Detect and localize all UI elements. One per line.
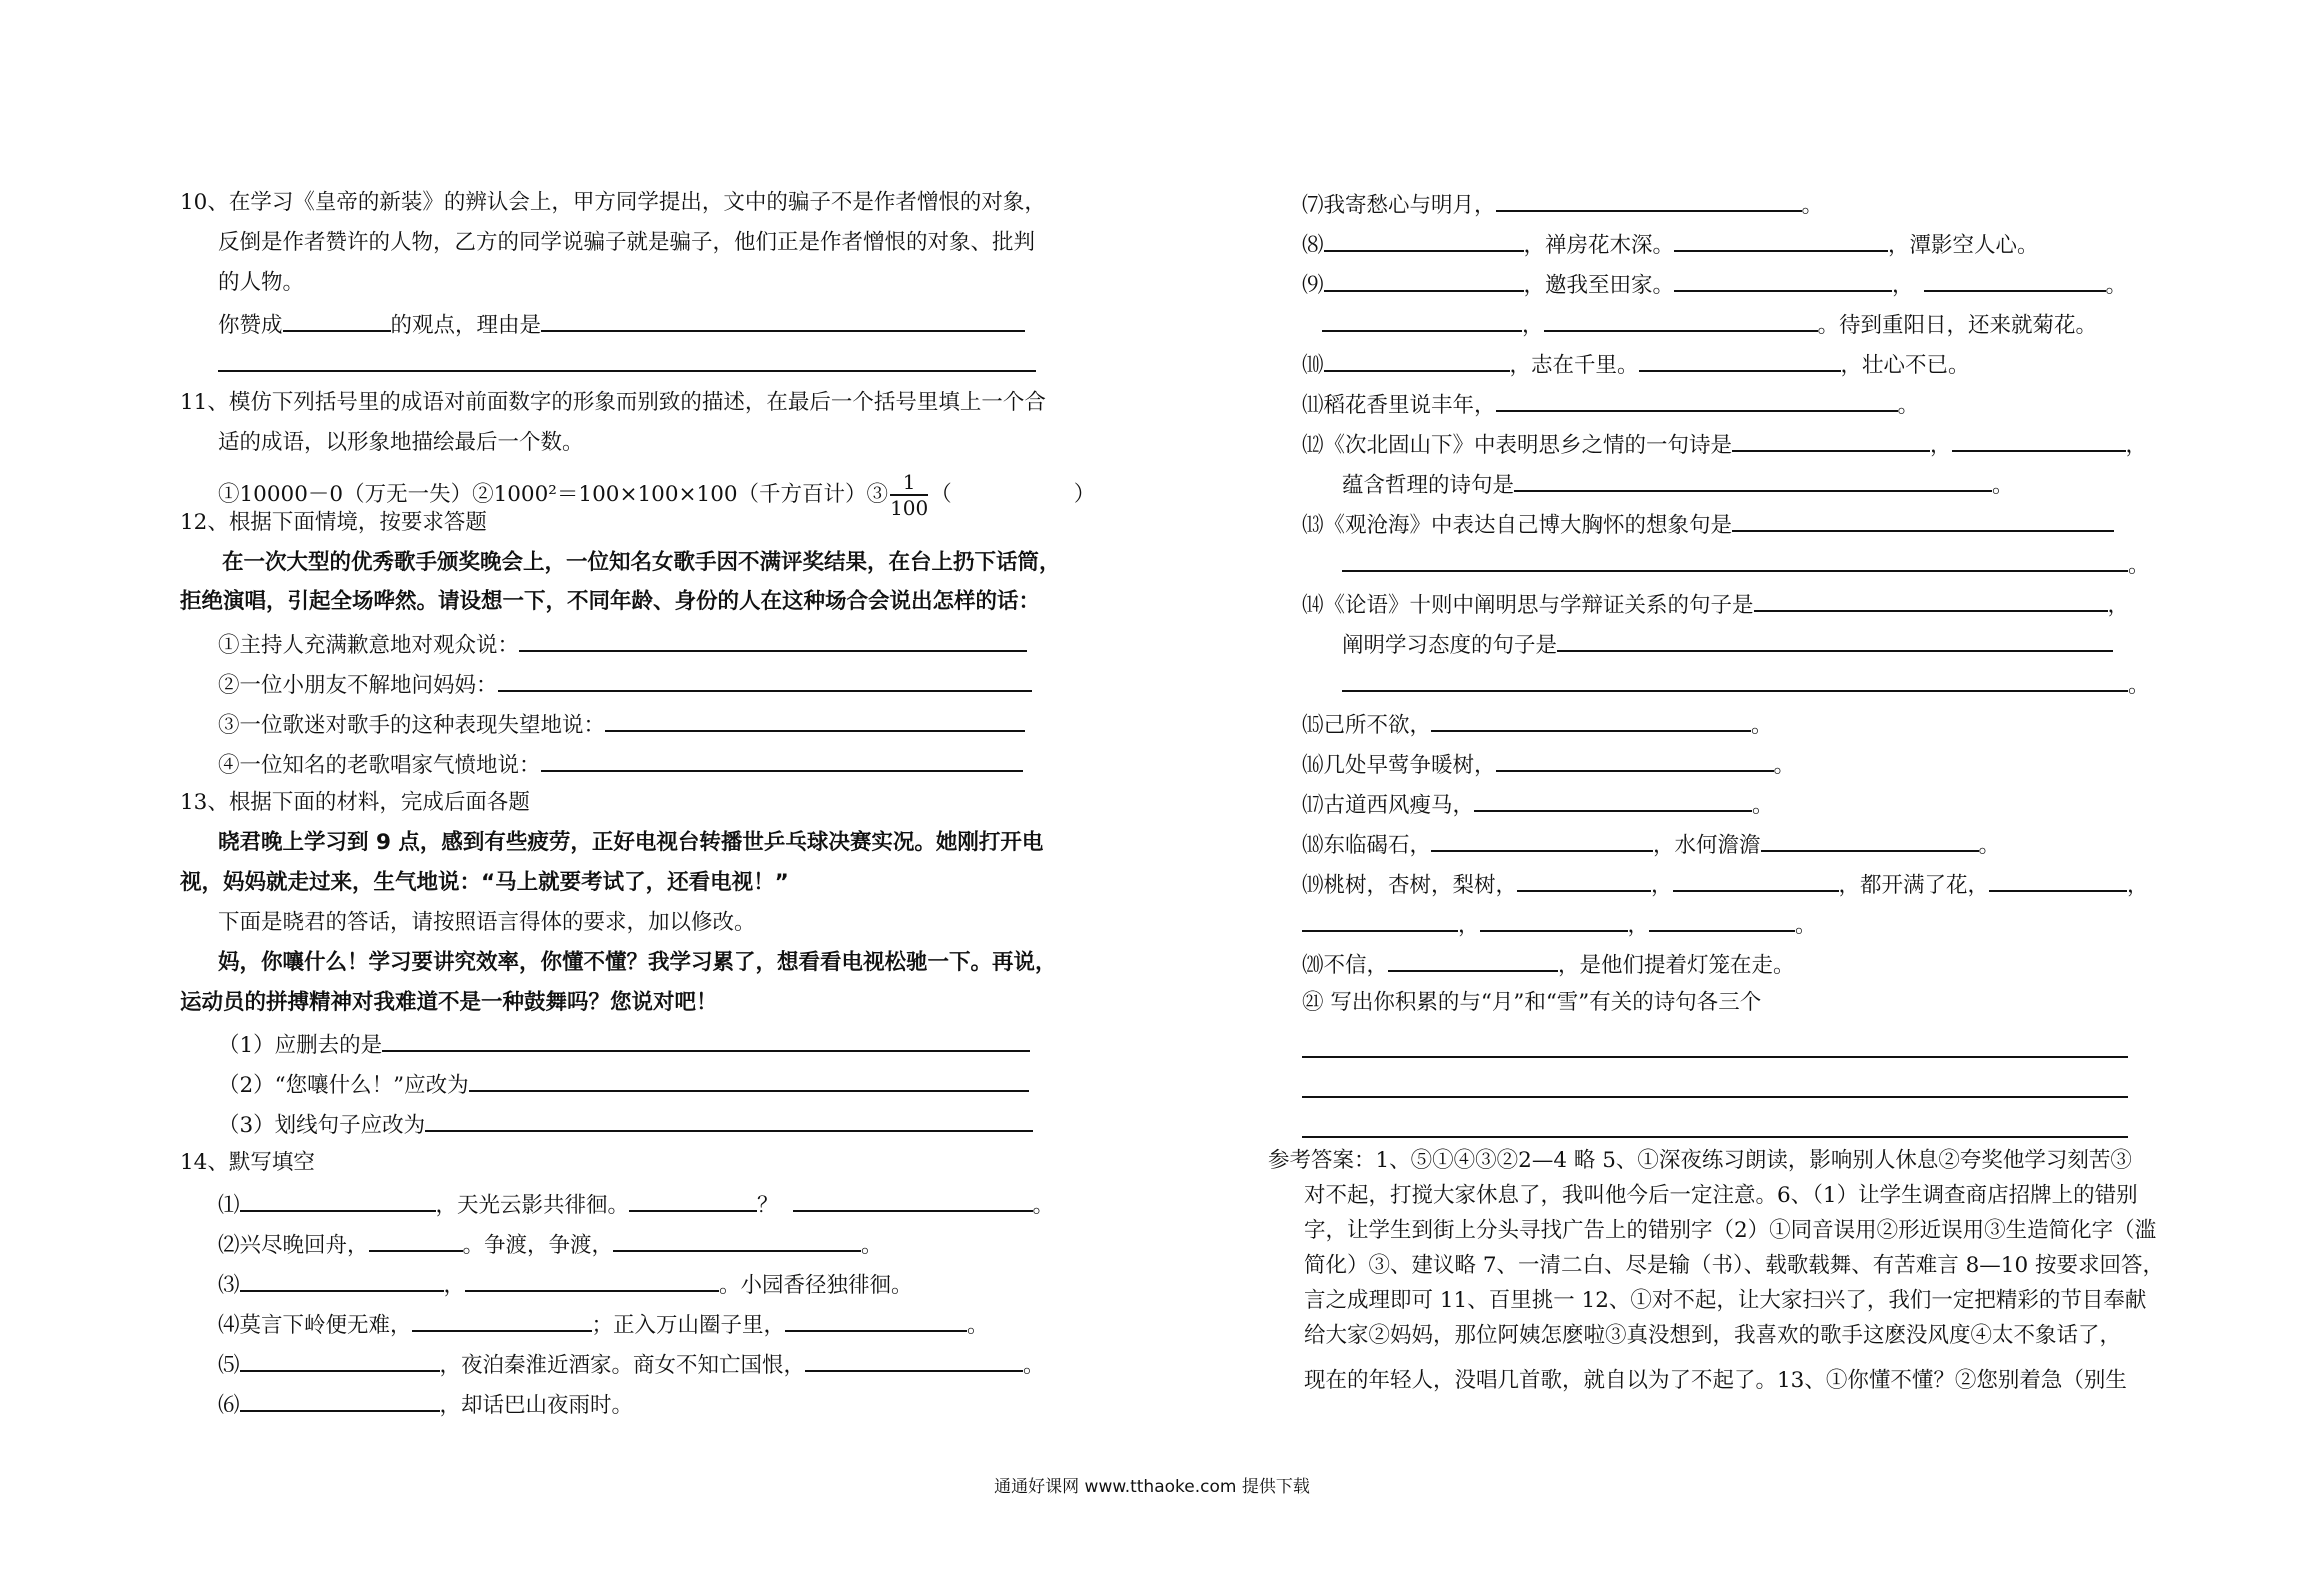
- answer-blank[interactable]: [629, 1188, 757, 1212]
- answer-blank[interactable]: [382, 1028, 1030, 1052]
- answer-blank[interactable]: [785, 1308, 967, 1332]
- r20-text: ，是他们提着灯笼在走。: [1558, 953, 1795, 978]
- q12-title: 12、根据下面情境，按要求答题: [180, 510, 487, 535]
- r19: [1302, 868, 2149, 901]
- r8-text: ，禅房花木深。: [1523, 233, 1675, 258]
- q13-sub2: [218, 1068, 1029, 1101]
- fraction-numerator: 1: [890, 470, 928, 496]
- q10-prompt-b: 的观点，理由是: [390, 313, 542, 338]
- item-number: ⑶: [218, 1273, 240, 1298]
- r13-text: ⒀《观沧海》中表达自己博大胸怀的想象句是: [1302, 513, 1733, 538]
- answer-blank[interactable]: [425, 1108, 1033, 1132]
- answer-key-line6: 给大家②妈妈，那位阿姨怎麽啦③真没想到，我喜欢的歌手这麽没风度④太不象话了，: [1304, 1323, 2122, 1348]
- r12: [1302, 428, 2147, 461]
- answer-blank[interactable]: [1639, 348, 1841, 372]
- answer-blank[interactable]: [1431, 708, 1751, 732]
- q14-item4-text: ⑷莫言下岭便无难，: [218, 1313, 412, 1338]
- q14-item1-text: ？: [757, 1193, 779, 1218]
- q14-item3: [218, 1268, 913, 1301]
- r8-text: ，潭影空人心。: [1888, 233, 2039, 258]
- item-number: ⑹: [218, 1393, 240, 1418]
- fraction-denominator: 100: [890, 496, 929, 520]
- r11-text: ⑾稻花香里说丰年，: [1302, 393, 1496, 418]
- answer-blank[interactable]: [1649, 908, 1795, 932]
- fraction: [890, 470, 928, 520]
- answer-blank[interactable]: [1673, 868, 1839, 892]
- q12-item4: [218, 748, 1023, 781]
- q11-line2: 适的成语，以形象地描绘最后一个数。: [218, 430, 584, 455]
- q12-passage-line1: 在一次大型的优秀歌手颁奖晚会上，一位知名女歌手因不满评奖结果，在台上扔下话筒，: [222, 550, 1061, 575]
- answer-blank[interactable]: [1324, 348, 1510, 372]
- q14-item1-end: 。: [1032, 1193, 1055, 1218]
- answer-key-line7: 现在的年轻人，没唱几首歌，就自以为了不起了。13、①你懂不懂？②您别着急（别生: [1304, 1368, 2127, 1393]
- item-number: ⑽: [1302, 353, 1324, 378]
- q14-item5: [218, 1348, 1045, 1381]
- q14-item1: [218, 1188, 1054, 1221]
- q14-title: 14、默写填空: [180, 1150, 315, 1175]
- q14-item5-end: 。: [1023, 1353, 1045, 1378]
- q13-passage-line1: 晓君晚上学习到 9 点，感到有些疲劳，正好电视台转播世乒乓球决赛实况。她刚打开电: [218, 830, 1044, 855]
- answer-blank[interactable]: [1474, 788, 1752, 812]
- q12-item2: [218, 668, 1032, 701]
- r15: [1302, 708, 1773, 741]
- r15-text: ⒂己所不欲，: [1302, 713, 1432, 738]
- q12-passage-line2: 拒绝演唱，引起全场哗然。请设想一下，不同年龄、身份的人在这种场合会说出怎样的话：: [180, 589, 1041, 614]
- answer-blank[interactable]: [1674, 228, 1888, 252]
- answer-blank[interactable]: [605, 708, 1025, 732]
- q13-instruction: 下面是晓君的答话，请按照语言得体的要求，加以修改。: [218, 910, 756, 935]
- answer-blank[interactable]: [1517, 868, 1651, 892]
- answer-blank[interactable]: [240, 1188, 436, 1212]
- q14-item3-text: 。小园香径独徘徊。: [719, 1273, 913, 1298]
- r17: [1302, 788, 1774, 821]
- r13-cont: [1342, 548, 2150, 581]
- q14-item4: [218, 1308, 989, 1341]
- r12-text: ，: [2125, 433, 2148, 458]
- answer-blank[interactable]: [1924, 268, 2106, 292]
- answer-blank[interactable]: [1544, 308, 1818, 332]
- r19-text: ，: [2127, 873, 2149, 898]
- r15-end: 。: [1751, 713, 1773, 738]
- q10-prompt-a: 你赞成: [218, 313, 283, 338]
- r8: [1302, 228, 2039, 261]
- r10: [1302, 348, 1970, 381]
- q13-sub3: [218, 1108, 1033, 1141]
- answer-blank[interactable]: [613, 1228, 861, 1252]
- q14-item6: [218, 1388, 633, 1421]
- r14-text: 阐明学习态度的句子是: [1342, 633, 1558, 658]
- answer-blank[interactable]: [240, 1348, 440, 1372]
- q10-line3: 的人物。: [218, 270, 305, 295]
- r19-text: ⒆桃树，杏树，梨树，: [1302, 873, 1518, 898]
- q14-item3-text: ，: [443, 1273, 466, 1298]
- answer-blank[interactable]: [1496, 748, 1774, 772]
- r13: [1302, 508, 2114, 541]
- q10-line1: 10、在学习《皇帝的新装》的辨认会上，甲方同学提出，文中的骗子不是作者憎恨的对象，: [180, 190, 1046, 215]
- r16-end: 。: [1773, 753, 1796, 778]
- close-paren: ）: [1073, 482, 1096, 507]
- answer-blank[interactable]: [498, 668, 1032, 692]
- r9-text: 。待到重阳日，还来就菊花。: [1817, 313, 2098, 338]
- r14-cont2: [1342, 668, 2150, 701]
- r18: [1302, 828, 2000, 861]
- answer-blank[interactable]: [240, 1268, 444, 1292]
- q12-item1: [218, 628, 1027, 661]
- answer-blank[interactable]: [1342, 668, 2128, 692]
- r19-cont: [1302, 908, 1817, 941]
- answer-blank[interactable]: [1754, 588, 2108, 612]
- q14-item5-text: ，夜泊秦淮近酒家。商女不知亡国恨，: [439, 1353, 806, 1378]
- answer-blank[interactable]: [519, 628, 1027, 652]
- r9-text: ，邀我至田家。: [1523, 273, 1675, 298]
- answer-blank[interactable]: [1557, 628, 2113, 652]
- q11-line1: 11、模仿下列括号里的成语对前面数字的形象而别致的描述，在最后一个括号里填上一个合: [180, 390, 1046, 415]
- r14-cont: [1342, 628, 2113, 661]
- r18-text: ，水何澹澹: [1653, 833, 1761, 858]
- answer-blank[interactable]: [1324, 268, 1524, 292]
- answer-line[interactable]: [1302, 1096, 2128, 1098]
- r16-text: ⒃几处早莺争暖树，: [1302, 753, 1496, 778]
- q13-reply-line1: 妈，你嚷什么！学习要讲究效率，你懂不懂？我学习累了，想看看电视松驰一下。再说，: [218, 950, 1057, 975]
- q14-item6-text: ，却话巴山夜雨时。: [439, 1393, 634, 1418]
- open-paren: （: [930, 482, 952, 507]
- q14-item2-text: ⑵兴尽晚回舟，: [218, 1233, 369, 1258]
- answer-blank[interactable]: [541, 748, 1023, 772]
- r20: [1302, 948, 1795, 981]
- r12-text: ，: [1930, 433, 1952, 458]
- answer-key-line4: 简化）③、建议略 7、一清二白、尽是输（书）、载歌载舞、有苦难言 8—10 按要求回答，: [1304, 1253, 2164, 1278]
- answer-key-line2: 对不起，打搅大家休息了，我叫他今后一定注意。6、（1）让学生调查商店招牌上的错别: [1304, 1183, 2138, 1208]
- r9-text: ，: [1892, 273, 1914, 298]
- footer-credit: 通通好课网 www.tthaoke.com 提供下载: [994, 1477, 1310, 1497]
- answer-blank[interactable]: [369, 1228, 463, 1252]
- answer-blank[interactable]: [1480, 908, 1628, 932]
- r19-text: ，都开满了花，: [1838, 873, 1990, 898]
- r12-text: ⑿《次北固山下》中表明思乡之情的一句诗是: [1302, 433, 1733, 458]
- r20-text: ⒇不信，: [1302, 953, 1389, 978]
- r9-end: 。: [2105, 273, 2128, 298]
- r21: ㉑ 写出你积累的与“月”和“雪”有关的诗句各三个: [1302, 990, 1762, 1015]
- r14-text: ，: [2107, 593, 2130, 618]
- q12-item3-label: ③一位歌迷对歌手的这种表现失望地说：: [218, 713, 606, 738]
- answer-blank[interactable]: [1388, 948, 1558, 972]
- answer-blank[interactable]: [465, 1268, 719, 1292]
- q13-sub1-label: （1）应删去的是: [218, 1033, 383, 1058]
- r17-text: ⒄古道西风瘦马，: [1302, 793, 1475, 818]
- r11: [1302, 388, 1919, 421]
- r17-end: 。: [1752, 793, 1774, 818]
- q13-passage-line2: 视，妈妈就走过来，生气地说：“马上就要考试了，还看电视！”: [180, 870, 789, 895]
- r18-end: 。: [1978, 833, 2001, 858]
- q12-item4-label: ④一位知名的老歌唱家气愤地说：: [218, 753, 541, 778]
- q14-item2: [218, 1228, 883, 1261]
- r19-end: 。: [1795, 913, 1817, 938]
- item-number: ⑸: [218, 1353, 240, 1378]
- answer-blank[interactable]: [1496, 388, 1898, 412]
- r7-text: ⑺我寄愁心与明月，: [1302, 193, 1496, 218]
- q13-sub2-label: （2）“您嚷什么！”应改为: [218, 1073, 469, 1098]
- answer-blank[interactable]: [805, 1348, 1023, 1372]
- answer-key-line1: 参考答案：1、⑤①④③②2—4 略 5、①深夜练习朗读，影响别人休息②夸奖他学习刻苦③: [1268, 1148, 2132, 1173]
- answer-key-line5: 言之成理即可 11、百里挑一 12、①对不起，让大家扫兴了，我们一定把精彩的节目奉献: [1304, 1288, 2147, 1313]
- answer-blank[interactable]: [1431, 828, 1653, 852]
- answer-blank[interactable]: [541, 308, 1025, 332]
- answer-blank[interactable]: [1324, 228, 1524, 252]
- r18-text: ⒅东临碣石，: [1302, 833, 1432, 858]
- answer-blank[interactable]: [240, 1388, 440, 1412]
- q11-examples: ①10000－0（万无一失）②1000²＝100×100×100（千方百计）③: [218, 482, 889, 507]
- r14: [1302, 588, 2129, 621]
- r16: [1302, 748, 1795, 781]
- answer-blank[interactable]: [283, 308, 391, 332]
- q13-title: 13、根据下面的材料，完成后面各题: [180, 790, 530, 815]
- r19-text: ，: [1627, 913, 1650, 938]
- answer-blank[interactable]: [1514, 468, 1992, 492]
- r12-text: 蕴含哲理的诗句是: [1342, 473, 1515, 498]
- r11-end: 。: [1897, 393, 1920, 418]
- answer-blank[interactable]: [1761, 828, 1979, 852]
- answer-blank[interactable]: [412, 1308, 592, 1332]
- answer-line[interactable]: [1302, 1136, 2128, 1138]
- answer-line[interactable]: [218, 370, 1036, 372]
- q13-reply-line2: 运动员的拼搏精神对我难道不是一种鼓舞吗？您说对吧！: [180, 990, 718, 1015]
- r9: [1302, 268, 2127, 301]
- q14-item1-text: ，天光云影共徘徊。: [435, 1193, 630, 1218]
- answer-blank[interactable]: [1732, 508, 2114, 532]
- answer-blank[interactable]: [1496, 188, 1802, 212]
- r14-text: ⒁《论语》十则中阐明思与学辩证关系的句子是: [1302, 593, 1754, 618]
- q12-item1-label: ①主持人充满歉意地对观众说：: [218, 633, 520, 658]
- r19-text: ，: [1651, 873, 1673, 898]
- q13-sub3-label: （3）划线句子应改为: [218, 1113, 426, 1138]
- answer-line[interactable]: [1302, 1056, 2128, 1058]
- answer-blank[interactable]: [1302, 908, 1458, 932]
- answer-blank[interactable]: [1732, 428, 1930, 452]
- q10-line4: [218, 308, 1025, 341]
- r7-end: 。: [1801, 193, 1824, 218]
- item-number: ⑻: [1302, 233, 1324, 258]
- r9-text: ，: [1522, 313, 1544, 338]
- q14-item4-end: 。: [967, 1313, 989, 1338]
- q12-item2-label: ②一位小朋友不解地问妈妈：: [218, 673, 498, 698]
- r10-text: ，志在千里。: [1509, 353, 1639, 378]
- answer-blank[interactable]: [793, 1188, 1033, 1212]
- r7: [1302, 188, 1823, 221]
- q10-line2: 反倒是作者赞许的人物，乙方的同学说骗子就是骗子，他们正是作者憎恨的对象、批判: [218, 230, 1036, 255]
- answer-blank[interactable]: [1342, 548, 2128, 572]
- answer-blank[interactable]: [1322, 308, 1522, 332]
- answer-blank[interactable]: [1674, 268, 1892, 292]
- q12-item3: [218, 708, 1025, 741]
- r19-text: ，: [1458, 913, 1480, 938]
- r12-end: 。: [1992, 473, 2014, 498]
- r13-end: 。: [2128, 553, 2150, 578]
- item-number: ⑴: [218, 1193, 240, 1218]
- answer-key-line3: 字，让学生到街上分头寻找广告上的错别字（2）①同音误用②形近误用③生造简化字（滥: [1304, 1218, 2157, 1243]
- q14-item4-text: ；正入万山圈子里，: [591, 1313, 786, 1338]
- r14-end: 。: [2128, 673, 2150, 698]
- item-number: ⑼: [1302, 273, 1324, 298]
- answer-blank[interactable]: [469, 1068, 1029, 1092]
- answer-blank[interactable]: [1989, 868, 2127, 892]
- q13-sub1: [218, 1028, 1030, 1061]
- q14-item2-text: 。争渡，争渡，: [462, 1233, 614, 1258]
- r10-text: ，壮心不已。: [1840, 353, 1970, 378]
- q14-item2-end: 。: [861, 1233, 883, 1258]
- answer-blank[interactable]: [1952, 428, 2126, 452]
- r9-cont: [1322, 308, 2097, 341]
- r12-cont: [1342, 468, 2014, 501]
